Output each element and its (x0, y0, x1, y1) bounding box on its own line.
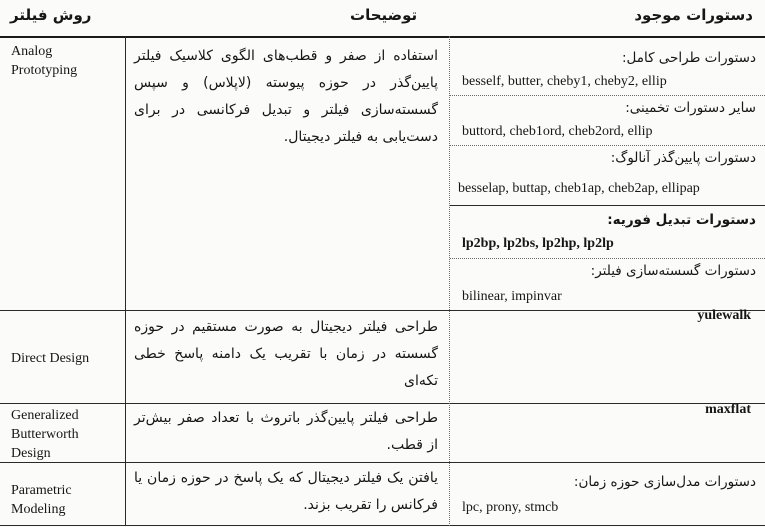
command-divider-2 (450, 145, 765, 146)
row-4-command-list: lpc, prony, stmcb (462, 500, 559, 515)
command-divider-3 (450, 205, 765, 206)
command-divider-1 (450, 95, 765, 96)
row-1-command-list-4: lp2bp, lp2bs, lp2hp, lp2lp (462, 236, 614, 251)
row-1-command-list-5: bilinear, impinvar (462, 289, 562, 304)
row-1-command-label-1: دستورات طراحی کامل: (621, 50, 756, 66)
command-divider-4 (450, 258, 765, 259)
header-commands: دستورات موجود (634, 6, 753, 24)
row-2-command-list: yulewalk (697, 308, 751, 323)
row-4-command-label: دستورات مدل‌سازی حوزه زمان: (573, 474, 756, 490)
row-1-command-label-5: دستورات گسسته‌سازی فیلتر: (590, 263, 756, 279)
row-3-method: Generalized Butterworth Design (11, 408, 79, 461)
row-3-command-list: maxflat (705, 402, 751, 417)
header-bottom-rule (0, 36, 765, 38)
row-4-description: یافتن یک فیلتر دیجیتال که یک پاسخ در حوزه زمان یا فرکانس را تقریب بزند. (134, 470, 438, 513)
row-1-command-label-3: دستورات پایین‌گذر آنالوگ: (610, 150, 756, 166)
row-2-description: طراحی فیلتر دیجیتال به صورت مستقیم در حوزه گسسته در زمان با تقریب یک دامنه پاسخ خطی تکه‌ای (134, 319, 438, 389)
row-divider-1 (0, 310, 765, 311)
row-1-command-label-2: سایر دستورات تخمینی: (625, 100, 756, 116)
table-bottom-rule (0, 525, 765, 526)
row-1-description: استفاده از صفر و قطب‌های الگوی کلاسیک فیلتر پایین‌گذر در حوزه پیوسته (لاپلاس) و سپس گسسته‌سازی فیلتر و تبدیل فرکانسی در برای دست‌یابی به فیلتر دیجیتال. (134, 48, 438, 145)
row-3-description: طراحی فیلتر پایین‌گذر باتروث با تعداد صفر بیش‌تر از قطب. (134, 410, 438, 453)
row-1-command-label-4: دستورات تبدیل فوریه: (607, 212, 756, 228)
row-1-command-list-1: besself, butter, cheby1, cheby2, ellip (462, 74, 667, 89)
header-method: روش فیلتر (10, 6, 92, 24)
row-4-method: Parametric Modeling (11, 483, 72, 517)
row-1-command-list-3: besselap, buttap, cheb1ap, cheb2ap, ellipap (458, 181, 700, 196)
row-divider-2 (0, 403, 765, 404)
row-2-method: Direct Design (11, 351, 90, 366)
row-1-command-list-2: buttord, cheb1ord, cheb2ord, ellip (462, 124, 653, 139)
column-divider-left (125, 36, 126, 526)
row-1-method: Analog Prototyping (11, 44, 78, 78)
header-description: توضیحات (350, 6, 418, 24)
column-divider-right (449, 36, 450, 526)
